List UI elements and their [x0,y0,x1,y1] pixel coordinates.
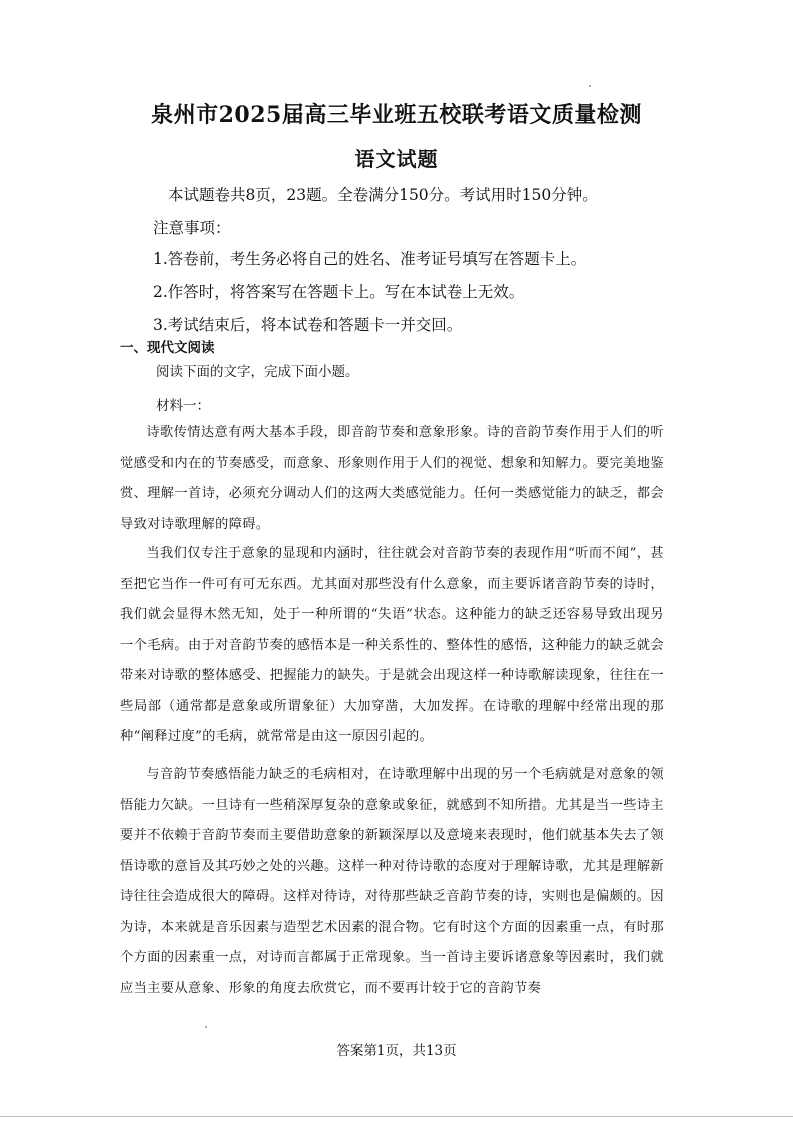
material-label: 材料一： [156,398,210,414]
paragraph-text: 当我们仅专注于意象的显现和内涵时，往往就会对音韵节奏的表现作用“听而不闻”，甚至把它当作一件可有可无东西。尤其面对那些没有什么意象，而主要诉诸音韵节奏的诗时，我们就会显得木然无知，处于一种所谓的“失语”状态。这种能力的缺乏还容易导致出现另一个毛病。由于对音韵节奏的感悟本是一种关系性的、整体性的感悟，这种能力的缺乏就会带来对诗歌的整体感受、把握能力的缺失。于是就会出现这样一种诗歌解读现象，往往在一些局部（通常都是意象或所谓象征）大加穿凿，大加发挥。在诗歌的理解中经常出现的那种“阐释过度”的毛病，就常常是由这一原因引起的。 [120,546,664,744]
scan-speck [205,1026,207,1028]
exam-intro: 本试题卷共8页，23题。全卷满分150分。考试用时150分钟。 [168,186,598,204]
passage-paragraph-3 [120,760,664,1004]
scan-speck [589,85,591,87]
passage-paragraph-2 [120,539,664,753]
page-title: 泉州市2025届高三毕业班五校联考语文质量检测 [151,102,642,128]
notice-label: 注意事项： [153,219,231,237]
section-heading: 一、现代文阅读 [120,340,215,356]
page-subtitle: 语文试题 [354,147,439,171]
passage-paragraph-1 [120,418,664,540]
notice-item: 2.作答时，将答案写在答题卡上。写在本试卷上无效。 [153,283,525,301]
section-instruction: 阅读下面的文字，完成下面小题。 [156,364,359,380]
paragraph-text: 与音韵节奏感悟能力缺乏的毛病相对，在诗歌理解中出现的另一个毛病就是对意象的领悟能力欠缺。一旦诗有一些稍深厚复杂的意象或象征，就感到不知所措。尤其是当一些诗主要并不依赖于音韵节奏而主要借助意象的新颖深厚以及意境来表现时，他们就基本失去了领悟诗歌的意旨及其巧妙之处的兴趣。这样一种对待诗歌的态度对于理解诗歌，尤其是理解新诗往往会造成很大的障碍。这样对待诗，对待那些缺乏音韵节奏的诗，实则也是偏颇的。因为诗，本来就是音乐因素与造型艺术因素的混合物。它有时这个方面的因素重一点，有时那个方面的因素重一点，对诗而言都属于正常现象。当一首诗主要诉诸意象等因素时，我们就应当主要从意象、形象的角度去欣赏它，而不要再计较于它的音韵节奏 [120,767,664,996]
page-bottom-rule [0,1116,793,1117]
paragraph-text: 诗歌传情达意有两大基本手段，即音韵节奏和意象形象。诗的音韵节奏作用于人们的听觉感受和内在的节奏感受，而意象、形象则作用于人们的视觉、想象和知解力。要完美地鉴赏、理解一首诗，必须充分调动人们的这两大类感觉能力。任何一类感觉能力的缺乏，都会导致对诗歌理解的障碍。 [120,425,664,532]
notice-item: 3.考试结束后，将本试卷和答题卡一并交回。 [153,316,463,334]
page-footer: 答案第1页，共13页 [336,1043,457,1059]
notice-item: 1.答卷前，考生务必将自己的姓名、准考证号填写在答题卡上。 [153,250,587,268]
